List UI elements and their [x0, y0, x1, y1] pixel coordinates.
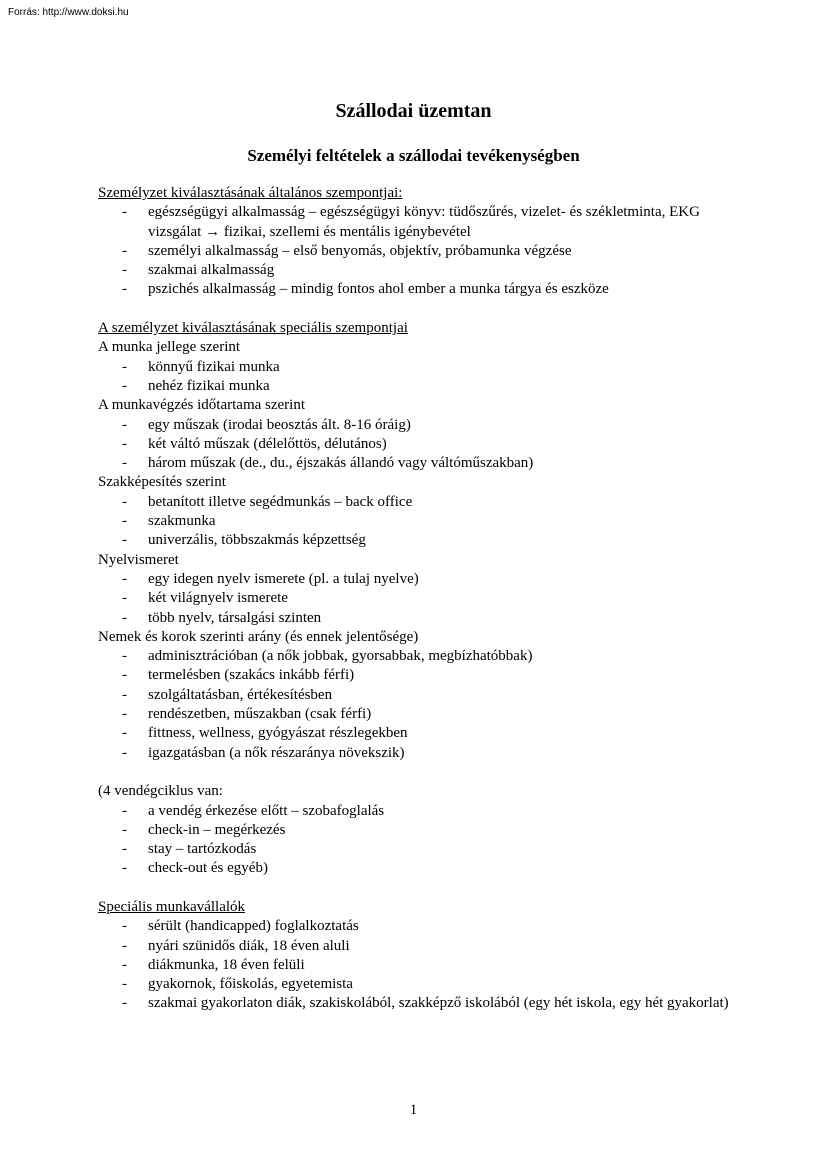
document-title: Szállodai üzemtan	[335, 100, 492, 122]
list-item-text: három műszak (de., du., éjszakás állandó vagy váltóműszakban)	[148, 455, 534, 472]
bullet-list	[98, 493, 738, 551]
list-item	[98, 666, 738, 685]
group-label: Szakképesítés szerint	[98, 474, 226, 491]
dash-bullet: -	[122, 667, 127, 684]
list-item	[98, 840, 738, 859]
dash-bullet: -	[122, 609, 127, 626]
bullet-list	[98, 917, 738, 1013]
group-label: (4 vendégciklus van:	[98, 783, 223, 800]
dash-bullet: -	[122, 956, 127, 973]
dash-bullet: -	[122, 686, 127, 703]
section-heading: Személyzet kiválasztásának általános szempontjai:	[98, 185, 403, 201]
bullet-list	[98, 802, 738, 879]
dash-bullet: -	[122, 262, 127, 279]
list-item	[98, 975, 738, 994]
section-heading: A személyzet kiválasztásának speciális szempontjai	[98, 320, 408, 337]
dash-bullet: -	[122, 513, 127, 530]
list-item-text: pszichés alkalmasság – mindig fontos ahol ember a munka tárgya és eszköze	[148, 281, 609, 298]
list-item	[98, 454, 738, 473]
list-item-text: két váltó műszak (délelőttös, délutános)	[148, 435, 387, 452]
group-label: Nyelvismeret	[98, 551, 179, 568]
list-item-text: adminisztrációban (a nők jobbak, gyorsabbak, megbízhatóbbak)	[148, 648, 533, 665]
list-item	[98, 917, 738, 936]
section-gap	[98, 300, 738, 319]
dash-bullet: -	[122, 435, 127, 452]
dash-bullet: -	[122, 937, 127, 954]
list-item-text: fittness, wellness, gyógyászat részlegekben	[148, 725, 408, 742]
list-item	[98, 261, 738, 280]
list-item	[98, 859, 738, 878]
list-item-text: nyári szünidős diák, 18 éven aluli	[148, 937, 350, 954]
list-item-text: egészségügyi alkalmasság – egészségügyi könyv: tüdőszűrés, vizelet- és székletminta, EKG vizsgálat → fizikai, szellemi és mentális igénybevétel	[148, 204, 700, 240]
bullet-list	[98, 570, 738, 628]
list-item	[98, 744, 738, 763]
list-item-text: nehéz fizikai munka	[148, 377, 270, 394]
dash-bullet: -	[122, 281, 127, 298]
list-item-text: igazgatásban (a nők részaránya növekszik)	[148, 744, 405, 761]
list-item	[98, 280, 738, 299]
dash-bullet: -	[122, 821, 127, 838]
dash-bullet: -	[122, 918, 127, 935]
dash-bullet: -	[122, 725, 127, 742]
list-item	[98, 377, 738, 396]
dash-bullet: -	[122, 455, 127, 472]
list-item-text: termelésben (szakács inkább férfi)	[148, 667, 355, 684]
dash-bullet: -	[122, 706, 127, 723]
group-label: Nemek és korok szerinti arány (és ennek jelentősége)	[98, 628, 419, 645]
list-item	[98, 802, 738, 821]
list-item	[98, 493, 738, 512]
dash-bullet: -	[122, 648, 127, 665]
group-label: A munkavégzés időtartama szerint	[98, 397, 306, 414]
dash-bullet: -	[122, 841, 127, 858]
list-item-text: szakmunka	[148, 513, 216, 530]
bullet-list	[98, 358, 738, 397]
list-item-text: rendészetben, műszakban (csak férfi)	[148, 706, 372, 723]
dash-bullet: -	[122, 802, 127, 819]
list-item-text: check-out és egyéb)	[148, 860, 268, 877]
list-item	[98, 512, 738, 531]
list-item-text: univerzális, többszakmás képzettség	[148, 532, 366, 549]
dash-bullet: -	[122, 570, 127, 587]
dash-bullet: -	[122, 416, 127, 433]
section-gap	[98, 879, 738, 898]
list-item-text: egy műszak (irodai beosztás ált. 8-16 óráig)	[148, 416, 411, 433]
list-item	[98, 203, 738, 242]
list-item-text: több nyelv, társalgási szinten	[148, 609, 322, 626]
document-subtitle: Személyi feltételek a szállodai tevékenységben	[247, 146, 580, 165]
list-item	[98, 937, 738, 956]
list-item	[98, 956, 738, 975]
list-item	[98, 724, 738, 743]
bullet-list	[98, 416, 738, 474]
list-item-text: könnyű fizikai munka	[148, 358, 280, 375]
list-item-text: személyi alkalmasság – első benyomás, objektív, próbamunka végzése	[148, 242, 572, 259]
dash-bullet: -	[122, 242, 127, 259]
dash-bullet: -	[122, 204, 127, 221]
document-body	[98, 184, 738, 1014]
list-item	[98, 589, 738, 608]
list-item-text: szakmai alkalmasság	[148, 262, 275, 279]
dash-bullet: -	[122, 744, 127, 761]
section-gap	[98, 763, 738, 782]
list-item	[98, 609, 738, 628]
list-item-text: szolgáltatásban, értékesítésben	[148, 686, 333, 703]
list-item-text: diákmunka, 18 éven felüli	[148, 956, 305, 973]
dash-bullet: -	[122, 976, 127, 993]
dash-bullet: -	[122, 860, 127, 877]
bullet-list	[98, 647, 738, 763]
list-item-text: check-in – megérkezés	[148, 821, 286, 838]
list-item	[98, 647, 738, 666]
list-item	[98, 416, 738, 435]
list-item-text: egy idegen nyelv ismerete (pl. a tulaj nyelve)	[148, 570, 419, 587]
source-url: Forrás: http://www.doksi.hu	[8, 7, 129, 18]
list-item-text: szakmai gyakorlaton diák, szakiskolából, szakképző iskolából (egy hét iskola, egy hét gyakorlat)	[148, 995, 729, 1012]
bullet-list	[98, 203, 738, 299]
dash-bullet: -	[122, 358, 127, 375]
dash-bullet: -	[122, 995, 127, 1012]
list-item	[98, 821, 738, 840]
list-item-text: gyakornok, főiskolás, egyetemista	[148, 976, 353, 993]
list-item	[98, 435, 738, 454]
list-item	[98, 242, 738, 261]
list-item-text: sérült (handicapped) foglalkoztatás	[148, 918, 359, 935]
list-item	[98, 705, 738, 724]
dash-bullet: -	[122, 590, 127, 607]
list-item-text: a vendég érkezése előtt – szobafoglalás	[148, 802, 385, 819]
list-item	[98, 358, 738, 377]
list-item	[98, 994, 738, 1013]
list-item	[98, 531, 738, 550]
list-item-text: két világnyelv ismerete	[148, 590, 288, 607]
group-label: A munka jellege szerint	[98, 339, 241, 356]
list-item-text: stay – tartózkodás	[148, 841, 257, 858]
list-item	[98, 570, 738, 589]
list-item	[98, 686, 738, 705]
dash-bullet: -	[122, 377, 127, 394]
section-heading: Speciális munkavállalók	[98, 898, 246, 915]
dash-bullet: -	[122, 493, 127, 510]
list-item-text: betanított illetve segédmunkás – back office	[148, 493, 413, 510]
dash-bullet: -	[122, 532, 127, 549]
page-number: 1	[409, 1102, 418, 1118]
